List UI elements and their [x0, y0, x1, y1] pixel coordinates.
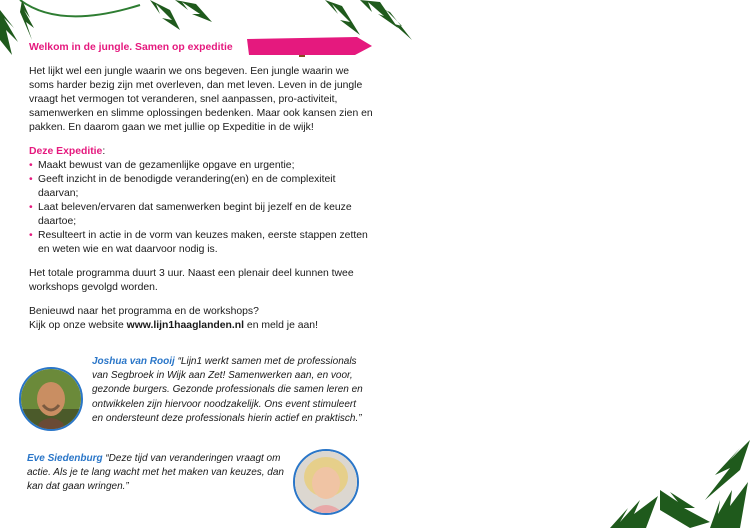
- list-item: • Geeft inzicht in de benodigde verandering(en) en de complexiteit daarvan;: [29, 173, 374, 201]
- cta-line-2: Kijk op onze website www.lijn1haaglanden.nl en meld je aan!: [29, 320, 318, 331]
- list-item: • Maakt bewust van de gezamenlijke opgave en urgentie;: [29, 159, 374, 173]
- portrait-man-icon: [21, 369, 81, 429]
- avatar-eve: [293, 449, 359, 515]
- avatar-joshua: [19, 367, 83, 431]
- list-item: • Resulteert in actie in de vorm van keuzes maken, eerste stappen zetten en weten wie en wat daarvoor nodig is.: [29, 229, 374, 257]
- list-item: • Laat beleven/ervaren dat samenwerken begint bij jezelf en de keuze daartoe;: [29, 201, 374, 229]
- expedition-list: [29, 159, 374, 257]
- quote-joshua: Joshua van Rooij “Lijn1 werkt samen met de professionals van Segbroek in Wijk aan Zet! Samenwerken aan, en voor, gezonde burgers. Gezonde professionals die samen leren en ontwikkelen zijn hiervoor noodzakelijk. Ons event stimuleert en ondersteunt deze professionals hierin actief en praktisch.”: [92, 356, 363, 424]
- portrait-woman-icon: [295, 451, 357, 513]
- main-text: [29, 41, 374, 333]
- intro-title: Welkom in de jungle. Samen op expeditie: [29, 42, 233, 53]
- intro-paragraph: Het lijkt wel een jungle waarin we ons begeven. Een jungle waarin we soms harder bezig zijn met overleven, dan met leven. Leven in de jungle vraagt het vermogen tot veranderen, snel aanpassen, pro-activiteit, samenwerken en slimme oplossingen bedenken. Maar ook kansen zien en pakken. En daarom gaan we met jullie op Expeditie in de wijk!: [29, 66, 373, 133]
- cta-line-1: Benieuwd naar het programma en de workshops?: [29, 306, 259, 317]
- expedition-heading: Deze Expeditie:: [29, 146, 106, 157]
- program-paragraph: Het totale programma duurt 3 uur. Naast een plenair deel kunnen twee workshops gevolgd worden.: [29, 268, 354, 293]
- jungle-leaves-bottom-right: [600, 430, 750, 528]
- quote-eve: Eve Siedenburg “Deze tijd van veranderingen vraagt om actie. Als je te lang wacht met het maken van keuzes, dan kan dat gaan wringen.”: [27, 453, 284, 493]
- website-link[interactable]: www.lijn1haaglanden.nl: [126, 320, 245, 331]
